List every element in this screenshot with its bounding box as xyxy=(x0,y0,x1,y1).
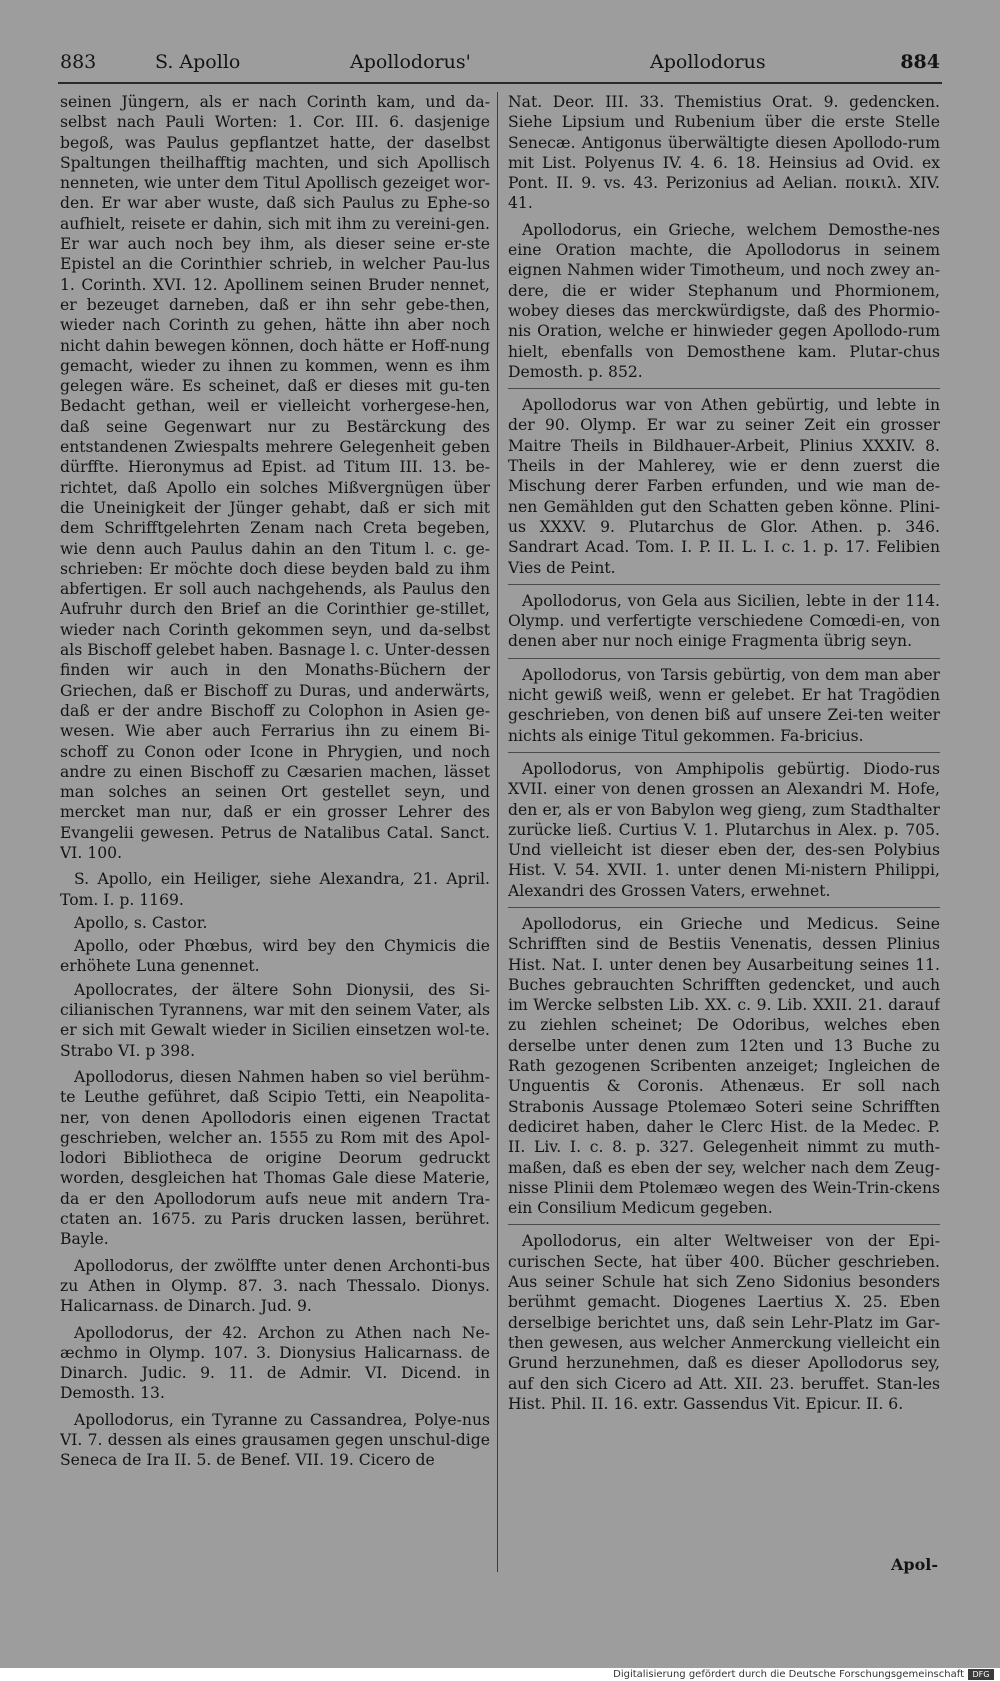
digitization-footer xyxy=(0,1668,1000,1681)
running-header xyxy=(60,48,940,76)
catchword: Apol- xyxy=(891,1555,938,1574)
entry-paragraph: Apollodorus war von Athen gebürtig, und lebte in der 90. Olymp. Er war zu seiner Zeit ein grosser Maitre Theils in Bildhauer-Arbeit, Plinius XXXIV. 8. Theils in der Mahlerey, wie er denn zuerst die Mischung derer Farben erfunden, und wie man de-nen Gemählden gut den Schatten geben könne. Plini-us XXXV. 9. Plutarchus de Glor. Athen. p. 346. Sandrart Acad. Tom. I. P. II. L. I. c. 1. p. 17. Felibien Vies de Peint. xyxy=(508,396,940,577)
entry-paragraph: Apollodorus, ein Grieche und Medicus. Seine Schrifften sind de Bestiis Venenatis, dessen Plinius Hist. Nat. I. unter denen bey Ausarbeitung seines 11. Buches gebrauchten Schrifften gedencket, und auch im Wercke selbsten Lib. XX. c. 9. Lib. XXII. 21. darauf zu ziehlen scheinet; De Odoribus, welches eben derselbe unter denen zum 12ten und 13 Buche zu Rath gezogenen Scribenten anzeiget; Ingleichen de Unguentis & Coronis. Athenæus. Er soll nach Strabonis Aussage Ptolemæo Soteri seine Schrifften dediciret haben, daher le Clerc Hist. de la Medec. P. II. Liv. I. c. 8. p. 327. Gelegenheit nimmt zu muth-maßen, daß es eben der sey, welcher nach dem Zeug-nisse Plinii dem Ptolemæo wegen des Wein-Trin-ckens ein Consilium Medicum gegeben. xyxy=(508,914,940,1218)
center-left-head: Apollodorus' xyxy=(350,51,471,73)
entry-paragraph: Apollodorus, diesen Nahmen haben so viel berühm-te Leuthe geführet, daß Scipio Tetti, ein Neapolita-ner, von denen Apollodoris einen eigenen Tractat geschrieben, welcher an. 1555 zu Rom mit des Apol-lodori Bibliotheca de origine Deorum gedruckt worden, desgleichen hat Thomas Gale diese Materie, da er den Apollodorum aufs neue mit andern Tra-ctaten an. 1675. zu Paris drucken lassen, berühret. Bayle. xyxy=(60,1067,490,1249)
entry-paragraph: Apollodorus, der zwölffte unter denen Archonti-bus zu Athen in Olymp. 87. 3. nach Thessalo. Dionys. Halicarnass. de Dinarch. Jud. 9. xyxy=(60,1256,490,1316)
right-page-number: 884 xyxy=(900,51,940,73)
entry-divider xyxy=(508,1224,940,1225)
entry-divider xyxy=(508,752,940,753)
entry-paragraph: Apollo, s. Castor. xyxy=(74,913,208,932)
entry-paragraph: S. Apollo, ein Heiliger, siehe Alexandra, 21. April. Tom. I. p. 1169. xyxy=(60,870,490,909)
dfg-logo: DFG xyxy=(968,1669,994,1680)
center-right-head: Apollodorus xyxy=(650,51,766,73)
footer-credit: Digitalisierung gefördert durch die Deutsche Forschungsgemeinschaft xyxy=(613,1669,964,1680)
left-page-number: 883 xyxy=(60,51,97,73)
entry-paragraph: seinen Jüngern, als er nach Corinth kam, und da-selbst nach Pauli Worten: 1. Cor. III. 6. dasjenige begoß, was Paulus gepflantzet hatte, der daselbst Spaltungen theilhafftig machten, und sich Apollisch nenneten, wie unter dem Titul Apollisch gezeiget wor-den. Er war aber wuste, daß sich Paulus zu Ephe-so aufhielt, reisete er dahin, sich mit ihm zu vereini-gen. Er war auch noch bey ihm, als dieser seine er-ste Epistel an die Corinthier schrieb, in welcher Pau-lus 1. Corinth. XVI. 12. Apollinem seinen Bruder nennet, er bezeuget darneben, daß er ihn sehr gebe-then, wieder nach Corinth zu gehen, hätte ihn aber noch nicht dahin bewegen können, doch hätte er Hoff-nung gemacht, wieder zu ihnen zu kommen, wenn es ihm gelegen wäre. Es scheinet, daß er dieses mit gu-ten Bedacht gethan, weil er vielleicht vorhergese-hen, daß seine Gegenwart nur zu Bestärckung des entstandenen Zwiespalts mehrere Gelegenheit geben dürffte. Hieronymus ad Epist. ad Titum III. 13. be-richtet, daß Apollo ein solches Mißvergnügen über die Uneinigkeit der Jünger gehabt, daß er sich mit dem Schrifftgelehrten Zenam nach Creta begeben, wie denn auch Paulus dahin an den Titum l. c. ge-schrieben: Er möchte doch diese beyden bald zu ihm abfertigen. Er soll auch nachgehends, als Paulus den Aufruhr durch den Brief an die Corinthier ge-stillet, wieder nach Corinth gekommen seyn, und da-selbst als Bischoff gelebet haben. Basnage l. c. Unter-dessen finden wir auch in den Monaths-Büchern der Griechen, daß er Bischoff zu Duras, und anderwärts, daß er der andre Bischoff zu Colophon in Asien ge-wesen. Wie aber auch Ferrarius ihn zu einem Bi-schoff zu Conon oder Icone in Phrygien, und noch andre zu einen Bischoff zu Cæsarien machen, lässet man solches an seinen Ort gestellet seyn, und mercket man nur, daß er ein grosser Lehrer des Evangelii gewesen. Petrus de Natalibus Catal. Sanct. VI. 100. xyxy=(60,93,490,862)
entry-divider xyxy=(508,584,940,585)
left-running-head: S. Apollo xyxy=(155,51,241,73)
entry-paragraph: Apollo, oder Phœbus, wird bey den Chymicis die erhöhete Luna genennet. xyxy=(60,937,490,976)
entry-paragraph: Nat. Deor. III. 33. Themistius Orat. 9. gedencken. Siehe Lipsium und Rubenium über die erste Stelle Senecæ. Antigonus überwältigte diesen Apollodo-rum mit List. Polyenus IV. 4. 6. 18. Heinsius ad Ovid. ex Pont. II. 9. vs. 43. Perizonius ad Aelian. ποικιλ. XIV. 41. xyxy=(508,93,940,213)
entry-paragraph: Apollodorus, ein alter Weltweiser von der Epi-curischen Secte, hat über 400. Bücher geschrieben. Aus seiner Schule hat sich Zeno Sidonius besonders berühmt gemacht. Diogenes Laertius X. 25. Eben derselbige berichtet uns, daß sein Lehr-Platz im Gar-then gewesen, aus welcher Anmerckung vielleicht ein Grund herzunehmen, daß es dieser Apollodorus sey, auf den sich Cicero ad Att. XII. 23. beruffet. Stan-les Hist. Phil. II. 16. extr. Gassendus Vit. Epicur. II. 6. xyxy=(508,1232,940,1413)
column-divider xyxy=(497,92,498,1572)
entry-paragraph: Apollodorus, ein Grieche, welchem Demosthe-nes eine Oration machte, die Apollodorus in seinem eignen Nahmen wider Timotheum, und noch zwey an-dere, die er wider Stephanum und Phormionem, wobey dieses das merckwürdigste, daß des Phormio-nis Oration, welche er hinwieder gegen Apollodo-rum hielt, ebenfalls von Demosthene kam. Plutar-chus Demosth. p. 852. xyxy=(508,220,940,381)
entry-paragraph: Apollodorus, der 42. Archon zu Athen nach Ne-æchmo in Olymp. 107. 3. Dionysius Halicarnass. de Dinarch. Judic. 9. 11. de Admir. VI. Dicend. in Demosth. 13. xyxy=(60,1323,490,1403)
entry-divider xyxy=(508,658,940,659)
entry-divider xyxy=(508,907,940,908)
entry-paragraph: Apollocrates, der ältere Sohn Dionysii, des Si-cilianischen Tyrannens, war mit den seinem Vater, als er sich mit Gewalt wieder in Sicilien einsetzen wol-te. Strabo VI. p 398. xyxy=(60,980,490,1060)
entry-paragraph: Apollodorus, von Amphipolis gebürtig. Diodo-rus XVII. einer von denen grossen an Alexandri M. Hofe, den er, als er von Babylon weg gieng, zum Stadthalter zurücke ließ. Curtius V. 1. Plutarchus in Alex. p. 705. Und vielleicht ist dieser eben der, des-sen Polybius Hist. V. 54. XVII. 1. unter denen Mi-nistern Philippi, Alexandri des Grossen Vaters, erwehnet. xyxy=(508,759,940,900)
entry-paragraph: Apollodorus, von Tarsis gebürtig, von dem man aber nicht gewiß weiß, wenn er gelebet. Er hat Tragödien geschrieben, von denen biß auf unsere Zei-ten weiter nichts als einige Titul gekommen. Fa-bricius. xyxy=(508,665,940,745)
right-column xyxy=(508,92,940,1587)
header-rule xyxy=(58,82,942,84)
entry-divider xyxy=(508,388,940,389)
entry-paragraph: Apollodorus, von Gela aus Sicilien, lebte in der 114. Olymp. und verfertigte verschiedene Comœdi-en, von denen aber nur noch einige Fragmenta übrig seyn. xyxy=(508,591,940,651)
entry-paragraph: Apollodorus, ein Tyranne zu Cassandrea, Polye-nus VI. 7. dessen als eines grausamen gegen unschul-dige Seneca de Ira II. 5. de Benef. VII. 19. Cicero de xyxy=(60,1410,490,1470)
left-column xyxy=(60,92,490,1567)
